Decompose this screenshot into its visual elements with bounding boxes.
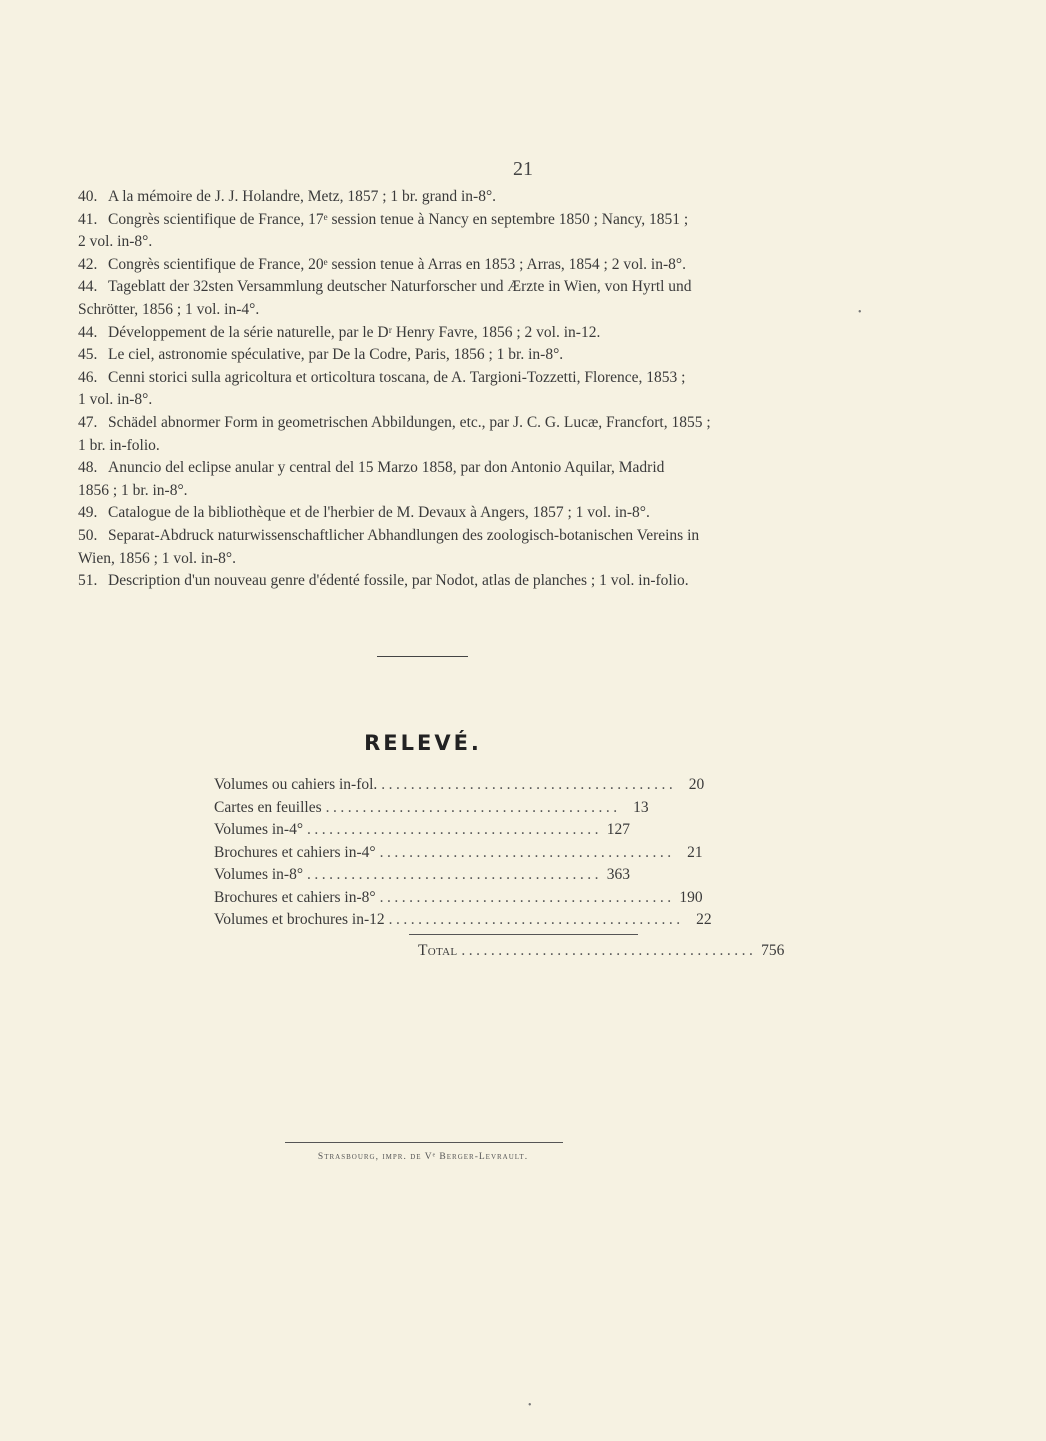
- leader-dots: ........................................: [325, 798, 621, 816]
- leader-dots: ........................................: [388, 911, 684, 928]
- entry-number: 48.: [78, 459, 98, 477]
- list-item: [78, 525, 778, 548]
- list-item: [78, 254, 778, 277]
- entry-text: Catalogue de la bibliothèque et de l'herbier de M. Devaux à Angers, 1857 ; 1 vol. in-8°.: [108, 504, 650, 522]
- list-item: [78, 570, 778, 593]
- entry-text: Description d'un nouveau genre d'édenté fossile, par Nodot, atlas de planches ; 1 vol. in-folio.: [108, 572, 689, 590]
- entry-number: 45.: [78, 346, 98, 364]
- leader-dots: ........................................: [461, 942, 757, 959]
- list-item: [78, 412, 778, 435]
- table-row: [214, 819, 630, 842]
- entry-number: 46.: [78, 368, 98, 386]
- row-value: 22: [696, 911, 712, 928]
- leader-dots: ........................................: [379, 843, 675, 861]
- list-item: [78, 344, 778, 367]
- imprint-divider: [285, 1142, 563, 1143]
- table-row: [214, 864, 630, 887]
- entry-text: A la mémoire de J. J. Holandre, Metz, 1857 ; 1 br. grand in-8°.: [108, 188, 497, 205]
- list-item: [78, 276, 778, 299]
- list-item: [78, 322, 778, 345]
- row-value: 190: [679, 888, 703, 906]
- entry-number: 47.: [78, 413, 98, 431]
- row-value: 363: [606, 866, 631, 883]
- entry-number: 49.: [78, 504, 98, 522]
- entry-text: Le ciel, astronomie spéculative, par De la Codre, Paris, 1856 ; 1 br. in-8°.: [108, 346, 564, 364]
- leader-dots: ........................................: [379, 888, 675, 906]
- entry-number: 51.: [78, 572, 98, 590]
- row-value: 127: [606, 821, 631, 838]
- entry-text: Tageblatt der 32sten Versammlung deutscher Naturforscher und Ærzte in Wien, von Hyrtl und: [108, 278, 692, 296]
- total-label: Total: [418, 942, 458, 959]
- entry-text-continuation: Wien, 1856 ; 1 vol. in-8°.: [78, 549, 236, 567]
- entry-number: 41.: [78, 210, 98, 228]
- entry-text-continuation: Schrötter, 1856 ; 1 vol. in-4°.: [78, 300, 260, 318]
- leader-dots: ........................................: [381, 776, 677, 793]
- printer-imprint: Strasbourg, impr. de Vᵉ Berger-Levrault.: [317, 1152, 529, 1162]
- entry-text: Schädel abnormer Form in geometrischen Abbildungen, etc., par J. C. G. Lucæ, Francfort, 1855 ;: [108, 413, 711, 431]
- list-item: [78, 367, 778, 390]
- releve-table: [214, 774, 712, 932]
- row-label: Volumes in-4°: [214, 821, 304, 838]
- row-value: 21: [687, 843, 703, 861]
- table-row: [214, 842, 703, 865]
- entry-number: 40.: [78, 188, 98, 205]
- section-divider: [377, 656, 468, 657]
- row-label: Brochures et cahiers in-4°: [214, 843, 376, 861]
- entry-number: 44.: [78, 323, 98, 341]
- entry-number: 50.: [78, 526, 98, 544]
- entry-text-continuation: 1 vol. in-8°.: [78, 391, 153, 409]
- row-label: Brochures et cahiers in-8°: [214, 888, 376, 906]
- row-label: Volumes ou cahiers in-fol.: [214, 776, 378, 793]
- entry-text: Congrès scientifique de France, 17ᵉ session tenue à Nancy en septembre 1850 ; Nancy, 1851 ;: [108, 210, 689, 228]
- entry-text-continuation: 1856 ; 1 br. in-8°.: [78, 481, 188, 499]
- page-number: 21: [513, 158, 533, 180]
- entry-text-continuation: 1 br. in-folio.: [78, 436, 160, 454]
- total-divider: [409, 934, 638, 935]
- entry-text: Anuncio del eclipse anular y central del 15 Marzo 1858, par don Antonio Aquilar, Madrid: [108, 459, 665, 477]
- row-label: Cartes en feuilles: [214, 798, 322, 816]
- leader-dots: ........................................: [307, 866, 603, 883]
- entry-text: Développement de la série naturelle, par le Dʳ Henry Favre, 1856 ; 2 vol. in-12.: [108, 323, 601, 341]
- entry-text-continuation: 2 vol. in-8°.: [78, 233, 153, 251]
- speck-mark: •: [858, 307, 862, 318]
- section-title: RELEVÉ.: [364, 731, 482, 755]
- row-value: 13: [633, 798, 649, 816]
- row-value: 20: [688, 776, 705, 793]
- list-item: [78, 209, 778, 232]
- entry-text: Congrès scientifique de France, 20ᵉ session tenue à Arras en 1853 ; Arras, 1854 ; 2 vol. in-8°.: [108, 255, 686, 273]
- entry-number: 44.: [78, 278, 98, 296]
- list-item: [78, 457, 778, 480]
- table-row: [214, 909, 712, 932]
- row-label: Volumes et brochures in-12: [214, 911, 385, 928]
- total-row: [418, 940, 785, 962]
- speck-mark: •: [528, 1400, 532, 1411]
- entry-text: Separat-Abdruck naturwissenschaftlicher Abhandlungen des zoologisch-botanischen Vereins in: [108, 526, 700, 544]
- total-value: 756: [761, 942, 785, 959]
- list-item: [78, 502, 778, 525]
- list-item: [78, 186, 778, 209]
- leader-dots: ........................................: [307, 821, 603, 838]
- table-row: [214, 774, 705, 797]
- table-row: [214, 797, 649, 820]
- row-label: Volumes in-8°: [214, 866, 304, 883]
- entry-list: [78, 186, 778, 593]
- entry-number: 42.: [78, 255, 98, 273]
- entry-text: Cenni storici sulla agricoltura et orticoltura toscana, de A. Targioni-Tozzetti, Florence, 1853 ;: [108, 368, 686, 386]
- table-row: [214, 887, 703, 910]
